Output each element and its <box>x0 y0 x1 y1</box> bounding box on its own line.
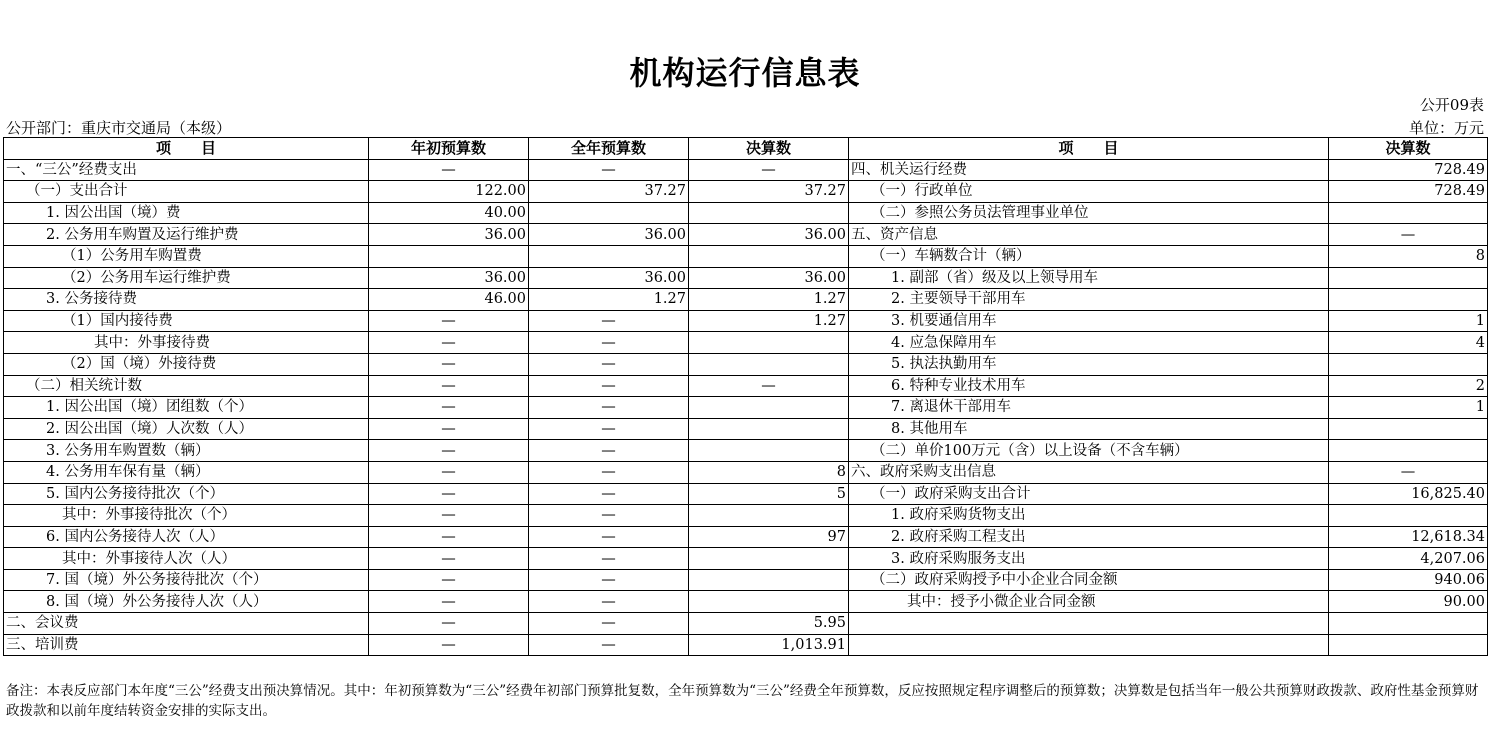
header-initial-budget: 年初预算数 <box>369 138 529 160</box>
full-year-budget-value <box>529 202 689 224</box>
final-accounts-value-right: 2 <box>1329 375 1488 397</box>
full-year-budget-value: — <box>529 634 689 656</box>
final-accounts-value-right <box>1329 418 1488 440</box>
row-item-label-right: 3. 机要通信用车 <box>849 310 1329 332</box>
table-row <box>4 310 1488 332</box>
initial-budget-value: — <box>369 353 529 375</box>
row-item-label: 3. 公务接待费 <box>4 289 369 311</box>
final-accounts-value-right <box>1329 634 1488 656</box>
table-row <box>4 569 1488 591</box>
initial-budget-value: 122.00 <box>369 181 529 203</box>
initial-budget-value: — <box>369 418 529 440</box>
final-accounts-value-right: 16,825.40 <box>1329 483 1488 505</box>
full-year-budget-value: 1.27 <box>529 289 689 311</box>
final-accounts-value <box>689 202 849 224</box>
row-item-label-right: 其中：授予小微企业合同金额 <box>849 591 1329 613</box>
row-item-label-right: 1. 政府采购货物支出 <box>849 505 1329 527</box>
final-accounts-value: 36.00 <box>689 224 849 246</box>
row-item-label: 其中：外事接待人次（人） <box>4 548 369 570</box>
full-year-budget-value: — <box>529 461 689 483</box>
table-row <box>4 353 1488 375</box>
final-accounts-value: 1,013.91 <box>689 634 849 656</box>
final-accounts-value <box>689 332 849 354</box>
table-row <box>4 181 1488 203</box>
final-accounts-value-right <box>1329 353 1488 375</box>
row-item-label: 1. 因公出国（境）团组数（个） <box>4 397 369 419</box>
row-item-label-right: 2. 政府采购工程支出 <box>849 526 1329 548</box>
row-item-label-right: （一）政府采购支出合计 <box>849 483 1329 505</box>
initial-budget-value: — <box>369 591 529 613</box>
row-item-label: 5. 国内公务接待批次（个） <box>4 483 369 505</box>
table-row <box>4 159 1488 181</box>
full-year-budget-value: — <box>529 569 689 591</box>
initial-budget-value: — <box>369 397 529 419</box>
final-accounts-value-right <box>1329 202 1488 224</box>
full-year-budget-value: — <box>529 353 689 375</box>
final-accounts-value <box>689 591 849 613</box>
final-accounts-value-right <box>1329 440 1488 462</box>
full-year-budget-value: — <box>529 526 689 548</box>
initial-budget-value: — <box>369 332 529 354</box>
row-item-label: 7. 国（境）外公务接待批次（个） <box>4 569 369 591</box>
final-accounts-value: — <box>689 159 849 181</box>
full-year-budget-value: — <box>529 159 689 181</box>
initial-budget-value: — <box>369 505 529 527</box>
final-accounts-value <box>689 548 849 570</box>
initial-budget-value: — <box>369 375 529 397</box>
final-accounts-value <box>689 569 849 591</box>
row-item-label: 8. 国（境）外公务接待人次（人） <box>4 591 369 613</box>
row-item-label-right: 五、资产信息 <box>849 224 1329 246</box>
row-item-label: 3. 公务用车购置数（辆） <box>4 440 369 462</box>
final-accounts-value <box>689 397 849 419</box>
initial-budget-value: — <box>369 569 529 591</box>
initial-budget-value: 40.00 <box>369 202 529 224</box>
initial-budget-value: — <box>369 159 529 181</box>
table-row <box>4 375 1488 397</box>
full-year-budget-value: 36.00 <box>529 267 689 289</box>
row-item-label: 4. 公务用车保有量（辆） <box>4 461 369 483</box>
form-code: 公开09表 <box>1419 96 1484 114</box>
row-item-label: 2. 公务用车购置及运行维护费 <box>4 224 369 246</box>
row-item-label: 1. 因公出国（境）费 <box>4 202 369 224</box>
row-item-label-right: 7. 离退休干部用车 <box>849 397 1329 419</box>
full-year-budget-value: — <box>529 375 689 397</box>
row-item-label-right: 6. 特种专业技术用车 <box>849 375 1329 397</box>
row-item-label-right <box>849 634 1329 656</box>
row-item-label: （2）国（境）外接待费 <box>4 353 369 375</box>
full-year-budget-value: — <box>529 310 689 332</box>
final-accounts-value-right: — <box>1329 461 1488 483</box>
initial-budget-value: — <box>369 483 529 505</box>
full-year-budget-value: — <box>529 505 689 527</box>
row-item-label-right: （二）单价100万元（含）以上设备（不含车辆） <box>849 440 1329 462</box>
final-accounts-value-right <box>1329 505 1488 527</box>
table-row <box>4 613 1488 635</box>
final-accounts-value: 5 <box>689 483 849 505</box>
initial-budget-value: — <box>369 634 529 656</box>
final-accounts-value <box>689 440 849 462</box>
table-row <box>4 526 1488 548</box>
row-item-label: （1）国内接待费 <box>4 310 369 332</box>
initial-budget-value: — <box>369 461 529 483</box>
final-accounts-value-right: 8 <box>1329 245 1488 267</box>
initial-budget-value: — <box>369 310 529 332</box>
final-accounts-value: 1.27 <box>689 289 849 311</box>
table-row <box>4 418 1488 440</box>
header-full-year-budget: 全年预算数 <box>529 138 689 160</box>
table-row <box>4 224 1488 246</box>
initial-budget-value: — <box>369 613 529 635</box>
initial-budget-value: — <box>369 548 529 570</box>
table-row <box>4 461 1488 483</box>
table-body <box>4 159 1488 656</box>
final-accounts-value-right <box>1329 267 1488 289</box>
row-item-label: 2. 因公出国（境）人次数（人） <box>4 418 369 440</box>
row-item-label: 一、“三公”经费支出 <box>4 159 369 181</box>
row-item-label: 三、培训费 <box>4 634 369 656</box>
table-row <box>4 397 1488 419</box>
row-item-label: （二）相关统计数 <box>4 375 369 397</box>
row-item-label: （2）公务用车运行维护费 <box>4 267 369 289</box>
row-item-label-right <box>849 613 1329 635</box>
row-item-label: 6. 国内公务接待人次（人） <box>4 526 369 548</box>
info-table <box>3 137 1488 656</box>
table-row <box>4 289 1488 311</box>
final-accounts-value: 8 <box>689 461 849 483</box>
header-final-accounts: 决算数 <box>689 138 849 160</box>
table-row <box>4 505 1488 527</box>
final-accounts-value <box>689 505 849 527</box>
final-accounts-value: — <box>689 375 849 397</box>
department-label: 公开部门：重庆市交通局（本级） <box>6 119 232 137</box>
final-accounts-value-right: 940.06 <box>1329 569 1488 591</box>
row-item-label-right: （一）行政单位 <box>849 181 1329 203</box>
row-item-label-right: 1. 副部（省）级及以上领导用车 <box>849 267 1329 289</box>
initial-budget-value: 46.00 <box>369 289 529 311</box>
row-item-label-right: 六、政府采购支出信息 <box>849 461 1329 483</box>
full-year-budget-value: — <box>529 418 689 440</box>
row-item-label-right: （二）政府采购授予中小企业合同金额 <box>849 569 1329 591</box>
row-item-label-right: （一）车辆数合计（辆） <box>849 245 1329 267</box>
table-row <box>4 634 1488 656</box>
unit-label: 单位：万元 <box>1408 119 1484 137</box>
row-item-label: （一）支出合计 <box>4 181 369 203</box>
final-accounts-value-right: 4 <box>1329 332 1488 354</box>
row-item-label: 其中：外事接待批次（个） <box>4 505 369 527</box>
header-final-accounts-right: 决算数 <box>1329 138 1488 160</box>
full-year-budget-value <box>529 245 689 267</box>
initial-budget-value: — <box>369 440 529 462</box>
final-accounts-value-right: 4,207.06 <box>1329 548 1488 570</box>
final-accounts-value <box>689 418 849 440</box>
initial-budget-value <box>369 245 529 267</box>
final-accounts-value-right: — <box>1329 224 1488 246</box>
initial-budget-value: — <box>369 526 529 548</box>
row-item-label: （1）公务用车购置费 <box>4 245 369 267</box>
final-accounts-value-right: 728.49 <box>1329 181 1488 203</box>
final-accounts-value: 5.95 <box>689 613 849 635</box>
final-accounts-value <box>689 353 849 375</box>
final-accounts-value-right: 728.49 <box>1329 159 1488 181</box>
table-row <box>4 548 1488 570</box>
final-accounts-value: 97 <box>689 526 849 548</box>
full-year-budget-value: — <box>529 440 689 462</box>
initial-budget-value: 36.00 <box>369 267 529 289</box>
page-title: 机构运行信息表 <box>629 54 861 92</box>
final-accounts-value-right: 1 <box>1329 310 1488 332</box>
row-item-label-right: 8. 其他用车 <box>849 418 1329 440</box>
row-item-label: 二、会议费 <box>4 613 369 635</box>
full-year-budget-value: — <box>529 613 689 635</box>
full-year-budget-value: — <box>529 548 689 570</box>
table-row <box>4 483 1488 505</box>
row-item-label-right: 5. 执法执勤用车 <box>849 353 1329 375</box>
header-item-left: 项 目 <box>4 138 369 160</box>
table-row <box>4 440 1488 462</box>
final-accounts-value: 37.27 <box>689 181 849 203</box>
table-row <box>4 202 1488 224</box>
full-year-budget-value: — <box>529 591 689 613</box>
final-accounts-value <box>689 245 849 267</box>
final-accounts-value-right <box>1329 289 1488 311</box>
initial-budget-value: 36.00 <box>369 224 529 246</box>
full-year-budget-value: 37.27 <box>529 181 689 203</box>
final-accounts-value-right <box>1329 613 1488 635</box>
row-item-label: 其中：外事接待费 <box>4 332 369 354</box>
full-year-budget-value: — <box>529 397 689 419</box>
final-accounts-value-right: 1 <box>1329 397 1488 419</box>
row-item-label-right: 四、机关运行经费 <box>849 159 1329 181</box>
table-row <box>4 332 1488 354</box>
full-year-budget-value: — <box>529 332 689 354</box>
final-accounts-value-right: 90.00 <box>1329 591 1488 613</box>
table-row <box>4 591 1488 613</box>
row-item-label-right: （二）参照公务员法管理事业单位 <box>849 202 1329 224</box>
row-item-label-right: 2. 主要领导干部用车 <box>849 289 1329 311</box>
final-accounts-value: 1.27 <box>689 310 849 332</box>
final-accounts-value-right: 12,618.34 <box>1329 526 1488 548</box>
footnote: 备注：本表反应部门本年度“三公”经费支出预决算情况。其中：年初预算数为“三公”经费年初部门预算批复数，全年预算数为“三公”经费全年预算数，反应按照规定程序调整后的预算数；决算数是包括当年一般公共预算财政拨款、政府性基金预算财政拨款和以前年度结转资金安排的实际支出。 <box>6 683 1479 719</box>
full-year-budget-value: — <box>529 483 689 505</box>
final-accounts-value: 36.00 <box>689 267 849 289</box>
row-item-label-right: 3. 政府采购服务支出 <box>849 548 1329 570</box>
table-header-row <box>4 138 1488 160</box>
row-item-label-right: 4. 应急保障用车 <box>849 332 1329 354</box>
full-year-budget-value: 36.00 <box>529 224 689 246</box>
table-row <box>4 267 1488 289</box>
table-row <box>4 245 1488 267</box>
header-item-right: 项 目 <box>849 138 1329 160</box>
